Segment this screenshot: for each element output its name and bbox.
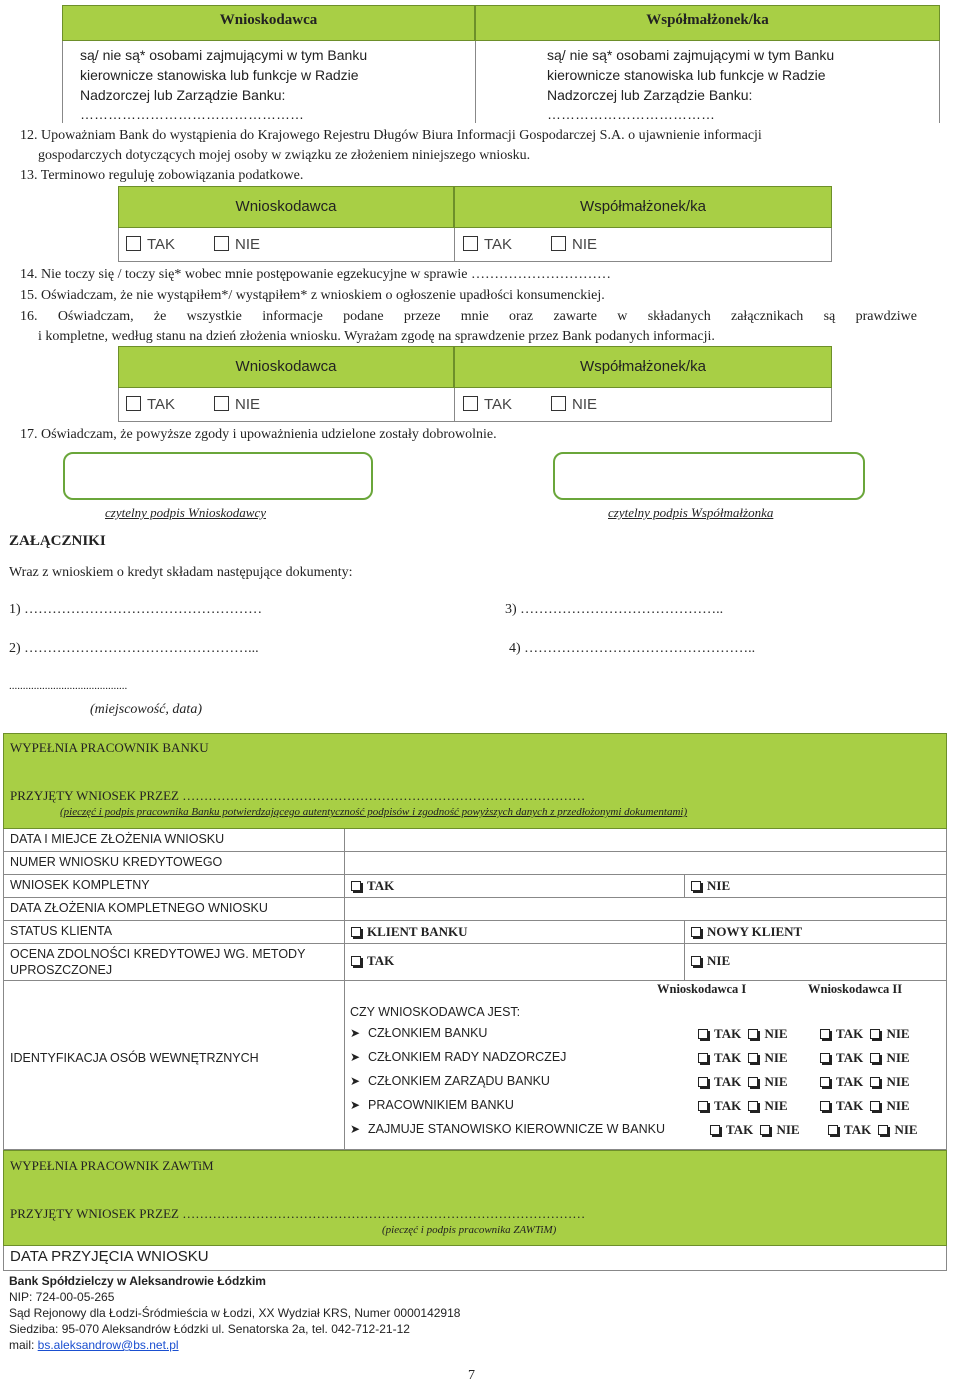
nie-label: NIE bbox=[707, 953, 731, 968]
tak-label: TAK bbox=[147, 236, 176, 253]
client-bank-label: KLIENT BANKU bbox=[367, 924, 468, 939]
insider-label: CZŁONKIEM BANKU bbox=[368, 1026, 488, 1040]
attachment-1[interactable]: 1) …………………………………………… bbox=[9, 602, 263, 617]
nie-label: NIE bbox=[764, 1026, 788, 1041]
spouse-header: Współmałżonek/ka bbox=[580, 358, 706, 375]
insider-label: CZŁONKIEM ZARZĄDU BANKU bbox=[368, 1074, 550, 1088]
insider-label: CZŁONKIEM RADY NADZORCZEJ bbox=[368, 1050, 567, 1064]
row-label: WNIOSEK KOMPLETNY bbox=[10, 878, 150, 892]
tak-label: TAK bbox=[836, 1074, 864, 1089]
credit-nie-checkbox[interactable] bbox=[691, 956, 701, 966]
tak-label: TAK bbox=[367, 878, 395, 893]
arrow-icon: ➤ bbox=[350, 1050, 361, 1064]
spouse-signature-box[interactable] bbox=[553, 452, 865, 500]
item-17: 17. Oświadczam, że powyższe zgody i upoważnienia udzielone zostały dobrowolnie. bbox=[20, 427, 497, 442]
nie-label: NIE bbox=[764, 1098, 788, 1113]
mail-link[interactable]: bs.aleksandrow@bs.net.pl bbox=[37, 1338, 179, 1352]
applicant1-tak-checkbox[interactable] bbox=[698, 1029, 708, 1039]
row-label: IDENTYFIKACJA OSÓB WEWNĘTRZNYCH bbox=[10, 1051, 259, 1065]
applicant-nie-checkbox[interactable] bbox=[214, 396, 229, 411]
bank-accepted-by: PRZYJĘTY WNIOSEK PRZEZ ………………………………………………………………………………… bbox=[10, 788, 586, 803]
mail-label: mail: bbox=[9, 1338, 38, 1352]
applicant1-tak-checkbox[interactable] bbox=[698, 1101, 708, 1111]
footer-mail-row bbox=[9, 1338, 179, 1352]
tak-label: TAK bbox=[836, 1026, 864, 1041]
applicant1-nie-checkbox[interactable] bbox=[748, 1053, 758, 1063]
footer-nip: NIP: 724-00-05-265 bbox=[9, 1290, 115, 1304]
applicant1-nie-checkbox[interactable] bbox=[748, 1077, 758, 1087]
date-place-field[interactable] bbox=[344, 829, 947, 851]
applicant2-tak-checkbox[interactable] bbox=[828, 1125, 838, 1135]
item-16-line1: 16. Oświadczam, że wszystkie informacje podane przeze mnie oraz zawarte w składanych załącznikach są prawdziwe bbox=[20, 309, 917, 324]
nie-label: NIE bbox=[235, 236, 261, 253]
attachment-4[interactable]: 4) ………………………………………….. bbox=[509, 641, 756, 656]
tak-label: TAK bbox=[714, 1098, 742, 1113]
tak-label: TAK bbox=[484, 236, 513, 253]
row-label: NUMER WNIOSKU KREDYTOWEGO bbox=[10, 855, 223, 869]
item-12-line1: 12. Upoważniam Bank do wystąpienia do Krajowego Rejestru Długów Biura Informacji Gospodarczej S.A. o ujawnienie informacji bbox=[20, 128, 762, 143]
nie-label: NIE bbox=[776, 1122, 800, 1137]
attachments-heading: ZAŁĄCZNIKI bbox=[9, 533, 106, 549]
tak-label: TAK bbox=[714, 1074, 742, 1089]
applicant-signature-box[interactable] bbox=[63, 452, 373, 500]
item-15: 15. Oświadczam, że nie wystąpiłem*/ wystąpiłem* z wnioskiem o ogłoszenie upadłości konsumenckiej. bbox=[20, 288, 605, 303]
zawtim-accepted-by: PRZYJĘTY WNIOSEK PRZEZ ………………………………………………………………………………… bbox=[10, 1206, 586, 1221]
nie-label: NIE bbox=[764, 1050, 788, 1065]
row-label: OCENA ZDOLNOŚCI KREDYTOWEJ WG. METODY UPROSZCZONEJ bbox=[10, 947, 306, 977]
arrow-icon: ➤ bbox=[350, 1074, 361, 1088]
footer-court: Sąd Rejonowy dla Łodzi-Śródmieścia w Łodzi, XX Wydział KRS, Numer 0000142918 bbox=[9, 1306, 461, 1320]
client-bank-checkbox[interactable] bbox=[351, 927, 361, 937]
tak-label: TAK bbox=[714, 1026, 742, 1041]
spouse-header: Współmałżonek/ka bbox=[580, 198, 706, 215]
tak-label: TAK bbox=[836, 1098, 864, 1113]
row-credit-eval bbox=[3, 944, 947, 981]
applicant2-nie-checkbox[interactable] bbox=[870, 1077, 880, 1087]
applicant1-tak-checkbox[interactable] bbox=[698, 1077, 708, 1087]
zawtim-accepted-note: (pieczęć i podpis pracownika ZAWTiM) bbox=[382, 1224, 557, 1236]
applicant-statement: są/ nie są* osobami zajmującymi w tym Banku kierownicze stanowiska lub funkcje w Radzie Nadzorczej lub Zarządzie Banku: bbox=[80, 47, 368, 103]
tak-label: TAK bbox=[844, 1122, 872, 1137]
applicant2-header: Wnioskodawca II bbox=[808, 982, 903, 996]
item-12-line2: gospodarczych dotyczących mojej osoby w związku ze złożeniem niniejszego wniosku. bbox=[38, 148, 531, 163]
spouse-nie-checkbox[interactable] bbox=[551, 396, 566, 411]
nie-label: NIE bbox=[886, 1098, 910, 1113]
applicant2-tak-checkbox[interactable] bbox=[820, 1077, 830, 1087]
nie-label: NIE bbox=[764, 1074, 788, 1089]
applicant2-tak-checkbox[interactable] bbox=[820, 1029, 830, 1039]
applicant1-nie-checkbox[interactable] bbox=[748, 1029, 758, 1039]
spouse-statement: są/ nie są* osobami zajmującymi w tym Banku kierownicze stanowiska lub funkcje w Radzie Nadzorczej lub Zarządzie Banku: bbox=[547, 47, 835, 103]
tak-label: TAK bbox=[836, 1050, 864, 1065]
spouse-tak-checkbox[interactable] bbox=[463, 396, 478, 411]
row-client-status bbox=[3, 921, 947, 944]
credit-tak-checkbox[interactable] bbox=[351, 956, 361, 966]
attachment-2[interactable]: 2) …………………………………………... bbox=[9, 641, 259, 656]
row-complete bbox=[3, 875, 947, 898]
spouse-nie-checkbox[interactable] bbox=[551, 236, 566, 251]
complete-date-field[interactable] bbox=[344, 898, 947, 920]
spouse-header: Współmałżonek/ka bbox=[646, 12, 769, 28]
insider-label: PRACOWNIKIEM BANKU bbox=[368, 1098, 514, 1112]
tak-label: TAK bbox=[367, 953, 395, 968]
nie-label: NIE bbox=[894, 1122, 918, 1137]
nie-label: NIE bbox=[886, 1074, 910, 1089]
row-complete-date bbox=[3, 898, 947, 921]
date-received-field[interactable] bbox=[3, 1246, 947, 1271]
spouse-tak-checkbox[interactable] bbox=[463, 236, 478, 251]
applicant1-tak-checkbox[interactable] bbox=[698, 1053, 708, 1063]
tak-label: TAK bbox=[484, 396, 513, 413]
nie-label: NIE bbox=[572, 236, 598, 253]
applicant-header: Wnioskodawca bbox=[235, 358, 337, 375]
attachment-3[interactable]: 3) …………………………………….. bbox=[505, 602, 724, 617]
tak-label: TAK bbox=[726, 1122, 754, 1137]
nie-label: NIE bbox=[886, 1050, 910, 1065]
arrow-icon: ➤ bbox=[350, 1122, 361, 1136]
row-date-place bbox=[3, 829, 947, 852]
applicant-signature-label: czytelny podpis Wnioskodawcy bbox=[105, 505, 267, 520]
nie-label: NIE bbox=[235, 396, 261, 413]
applicant2-tak-checkbox[interactable] bbox=[820, 1053, 830, 1063]
nie-label: NIE bbox=[572, 396, 598, 413]
arrow-icon: ➤ bbox=[350, 1098, 361, 1112]
date-received-label: DATA PRZYJĘCIA WNIOSKU bbox=[10, 1248, 209, 1265]
applicant1-tak-checkbox[interactable] bbox=[710, 1125, 720, 1135]
complete-nie-checkbox[interactable] bbox=[691, 881, 701, 891]
applicant2-nie-checkbox[interactable] bbox=[878, 1125, 888, 1135]
applicant2-nie-checkbox[interactable] bbox=[870, 1053, 880, 1063]
item-16-line2: i kompletne, według stanu na dzień złożenia wniosku. Wyrażam zgodę na sprawdzenie przez Bank podanych informacji. bbox=[38, 329, 715, 344]
page-number: 7 bbox=[468, 1368, 475, 1383]
tak-label: TAK bbox=[714, 1050, 742, 1065]
client-new-label: NOWY KLIENT bbox=[707, 924, 803, 939]
row-label: DATA ZŁOŻENIA KOMPLETNEGO WNIOSKU bbox=[10, 901, 268, 915]
spouse-signature-label: czytelny podpis Współmałżonka bbox=[608, 505, 774, 520]
applicant-nie-checkbox[interactable] bbox=[214, 236, 229, 251]
arrow-icon: ➤ bbox=[350, 1026, 361, 1040]
footer-bank-name: Bank Spółdzielczy w Aleksandrowie Łódzkim bbox=[9, 1274, 266, 1288]
nie-label: NIE bbox=[707, 878, 731, 893]
applicant2-tak-checkbox[interactable] bbox=[820, 1101, 830, 1111]
bank-accepted-note: (pieczęć i podpis pracownika Banku potwierdzającego autentyczność podpisów i zgodność powyższych danych z przedłożonymi dokumentami) bbox=[60, 806, 688, 818]
number-field[interactable] bbox=[344, 852, 947, 874]
applicant-header: Wnioskodawca bbox=[219, 12, 318, 28]
applicant-tak-checkbox[interactable] bbox=[126, 396, 141, 411]
applicant2-nie-checkbox[interactable] bbox=[870, 1101, 880, 1111]
complete-tak-checkbox[interactable] bbox=[351, 881, 361, 891]
applicant-header: Wnioskodawca bbox=[235, 198, 337, 215]
footer-address: Siedziba: 95-070 Aleksandrów Łódzki ul. Senatorska 2a, tel. 042-712-21-12 bbox=[9, 1322, 410, 1336]
bank-section-header: WYPEŁNIA PRACOWNIK BANKU bbox=[10, 740, 209, 755]
place-date-label: (miejscowość, data) bbox=[90, 702, 202, 717]
row-label: STATUS KLIENTA bbox=[10, 924, 113, 938]
applicant2-nie-checkbox[interactable] bbox=[870, 1029, 880, 1039]
applicant1-nie-checkbox[interactable] bbox=[760, 1125, 770, 1135]
zawtim-section-header: WYPEŁNIA PRACOWNIK ZAWTiM bbox=[10, 1158, 214, 1173]
insider-label: ZAJMUJE STANOWISKO KIEROWNICZE W BANKU bbox=[368, 1122, 666, 1136]
applicant-dots: ………………………………………… bbox=[80, 106, 304, 122]
insiders-question: CZY WNIOSKODAWCA JEST: bbox=[350, 1005, 521, 1019]
applicant1-nie-checkbox[interactable] bbox=[748, 1101, 758, 1111]
item-14: 14. Nie toczy się / toczy się* wobec mnie postępowanie egzekucyjne w sprawie ………………………… bbox=[20, 267, 611, 282]
nie-label: NIE bbox=[886, 1026, 910, 1041]
applicant1-header: Wnioskodawca I bbox=[657, 982, 747, 996]
row-label: DATA I MIEJCE ZŁOŻENIA WNIOSKU bbox=[10, 832, 225, 846]
attachments-intro: Wraz z wnioskiem o kredyt składam następujące dokumenty: bbox=[9, 565, 353, 580]
place-date-dots[interactable]: ........................................... bbox=[9, 680, 128, 692]
client-new-checkbox[interactable] bbox=[691, 927, 701, 937]
applicant-tak-checkbox[interactable] bbox=[126, 236, 141, 251]
tak-label: TAK bbox=[147, 396, 176, 413]
row-number bbox=[3, 852, 947, 875]
item-13: 13. Terminowo reguluję zobowiązania podatkowe. bbox=[20, 168, 304, 183]
spouse-dots: ……………………………… bbox=[547, 106, 715, 122]
